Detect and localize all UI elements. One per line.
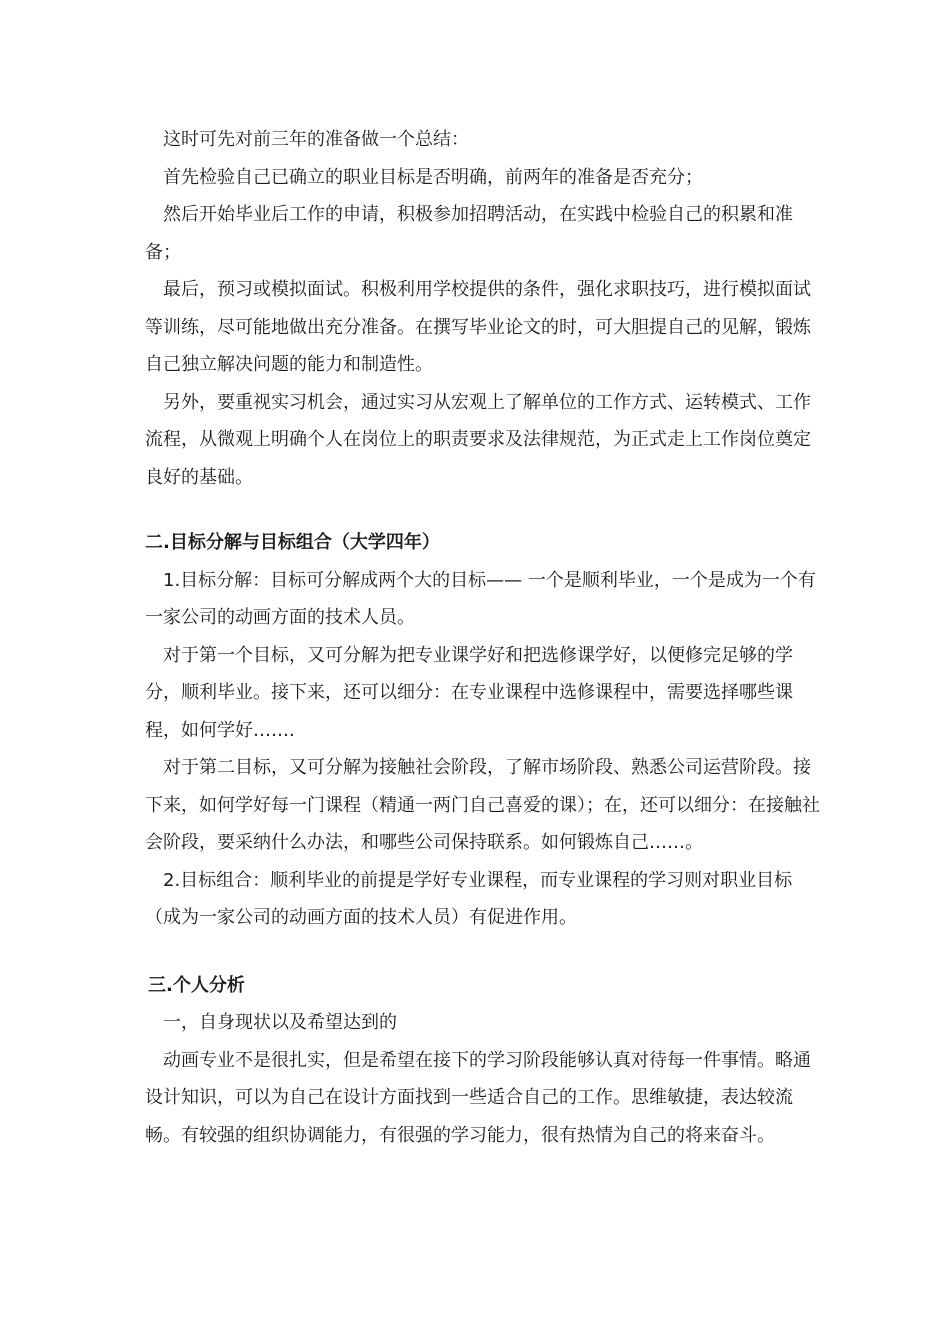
paragraph-check-goals: 首先检验自己已确立的职业目标是否明确，前两年的准备是否充分； [163, 166, 703, 188]
paragraph-summary-intro: 这时可先对前三年的准备做一个总结： [163, 129, 469, 150]
paragraph-first-goal: 对于第一个目标，又可分解为把专业课学好和把选修课学好，以便修完足够的学分，顺利毕业。接下来，还可以细分：在专业课程中选修课程中，需要选择哪些课程，如何学好……. [145, 644, 793, 741]
paragraph-self-assessment: 动画专业不是很扎实，但是希望在接下的学习阶段能够认真对待每一件事情。略通设计知识，可以为自己在设计方面找到一些适合自己的工作。思维敏捷，表达较流畅。有较强的组织协调能力，有很强的学习能力，很有热情为自己的将来奋斗。 [145, 1049, 811, 1146]
paragraph-goal-combination: 2.目标组合：顺利毕业的前提是学好专业课程，而专业课程的学习则对职业目标（成为一家公司的动画方面的技术人员）有促进作用。 [145, 869, 793, 928]
paragraph-current-status-title: 一，自身现状以及希望达到的 [163, 1012, 397, 1033]
paragraph-goal-decomposition: 1.目标分解：目标可分解成两个大的目标—— 一个是顺利毕业，一个是成为一个有一家公司的动画方面的技术人员。 [145, 569, 816, 628]
paragraph-second-goal: 对于第二目标，又可分解为接触社会阶段，了解市场阶段、熟悉公司运营阶段。接下来，如何学好每一门课程（精通一两门自己喜爱的课）；在，还可以细分：在接触社会阶段，要采纳什么办法，和哪些公司保持联系。如何锻炼自己……。 [145, 757, 820, 853]
document-body [145, 121, 825, 1154]
paragraph-job-application: 然后开始毕业后工作的申请，积极参加招聘活动，在实践中检验自己的积累和准备； [145, 204, 793, 263]
section-heading-personal-analysis: 三.个人分析 [148, 974, 245, 996]
section-heading-goal-breakdown: 二.目标分解与目标组合（大学四年） [145, 532, 440, 553]
paragraph-internship: 另外，要重视实习机会，通过实习从宏观上了解单位的工作方式、运转模式、工作流程，从微观上明确个人在岗位上的职责要求及法律规范，为正式走上工作岗位奠定良好的基础。 [145, 391, 811, 488]
paragraph-mock-interview: 最后，预习或模拟面试。积极利用学校提供的条件，强化求职技巧，进行模拟面试等训练，尽可能地做出充分准备。在撰写毕业论文的时，可大胆提自己的见解，锻炼自己独立解决问题的能力和制造性。 [145, 279, 811, 375]
